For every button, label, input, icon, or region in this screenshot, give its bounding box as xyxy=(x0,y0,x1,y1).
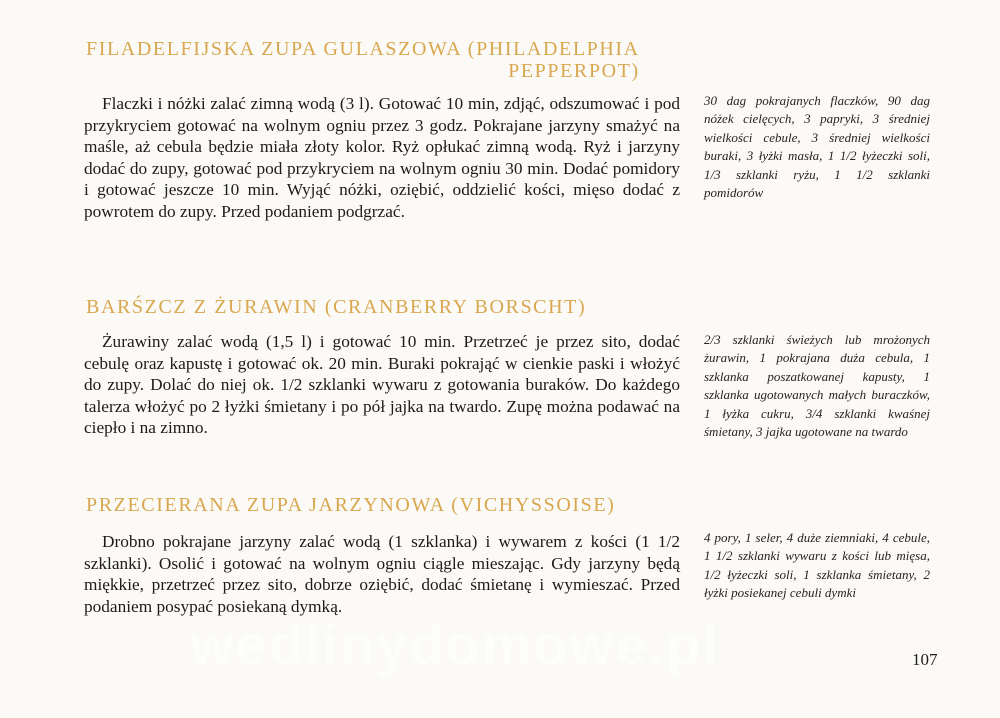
recipe-ingredients-vichyssoise: 4 pory, 1 seler, 4 duże ziemniaki, 4 cebule, 1 1/2 szklanki wywaru z kości lub mięsa, 1/2 łyżeczki soli, 1 szklanka śmietany, 2 łyżki posiekanej cebuli dymki xyxy=(704,530,930,601)
recipe-method-philadelphia-pepperpot: Flaczki i nóżki zalać zimną wodą (3 l). Gotować 10 min, zdjąć, odszumować i pod przykryciem gotować na wolnym ogniu przez 3 godz. Pokrajane jarzyny smażyć na maśle, aż cebula będzie miała złoty kolor. Ryż opłukać zimną wodą. Ryż i jarzyny dodać do zupy, gotować pod przykryciem na wolnym ogniu 30 min. Dodać pomidory i gotować jeszcze 10 min. Wyjąć nóżki, oziębić, oddzielić kości, mięso dodać z powrotem do zupy. Przed podaniem podgrzać. xyxy=(84,94,680,221)
recipe-title-line2: PEPPERPOT) xyxy=(508,60,640,82)
recipe-title-line1: FILADELFIJSKA ZUPA GULASZOWA (PHILADELPHIA xyxy=(86,38,640,60)
recipe-title-vichyssoise xyxy=(86,494,615,516)
recipe-title-line1: PRZECIERANA ZUPA JARZYNOWA (VICHYSSOISE) xyxy=(86,494,616,516)
recipe-ingredients-philadelphia-pepperpot: 30 dag pokrajanych flaczków, 90 dag nóżek cielęcych, 3 papryki, 3 średniej wielkości cebule, 3 średniej wielkości buraki, 3 łyżki masła, 1 1/2 łyżeczki soli, 1/3 szklanki ryżu, 1 1/2 szklanki pomidorów xyxy=(704,93,930,201)
recipe-title-philadelphia-pepperpot xyxy=(86,38,640,82)
recipe-ingredients-cranberry-borscht: 2/3 szklanki świeżych lub mrożonych żurawin, 1 pokrajana duża cebula, 1 szklanka poszatkowanej kapusty, 1 szklanka ugotowanych małych buraczków, 1 łyżka cukru, 3/4 szklanki kwaśnej śmietany, 3 jajka ugotowane na twardo xyxy=(704,332,930,440)
recipe-title-cranberry-borscht xyxy=(86,296,586,318)
watermark: wedlinydomowe.pl xyxy=(190,613,720,676)
recipe-title-line1: BARŚZCZ Z ŻURAWIN (CRANBERRY BORSCHT) xyxy=(86,296,587,318)
recipe-method-cranberry-borscht: Żurawiny zalać wodą (1,5 l) i gotować 10 min. Przetrzeć je przez sito, dodać cebulę oraz kapustę i gotować ok. 20 min. Buraki pokrająć w cienkie paski i włożyć do zupy. Dolać do niej ok. 1/2 szklanki wywaru z gotowania buraków. Do każdego talerza włożyć po 2 łyżki śmietany i po pół jajka na twardo. Zupę można podawać na ciepło i na zimno. xyxy=(84,332,680,437)
page-number: 107 xyxy=(912,650,938,669)
recipe-method-vichyssoise: Drobno pokrajane jarzyny zalać wodą (1 szklanka) i wywarem z kości (1 1/2 szklanki). Osolić i gotować na wolnym ogniu ciągle mieszając. Gdy jarzyny będą miękkie, przetrzeć przez sito, dobrze oziębić, dodać śmietanę i wymieszać. Przed podaniem posypać posiekaną dymką. xyxy=(84,532,680,616)
